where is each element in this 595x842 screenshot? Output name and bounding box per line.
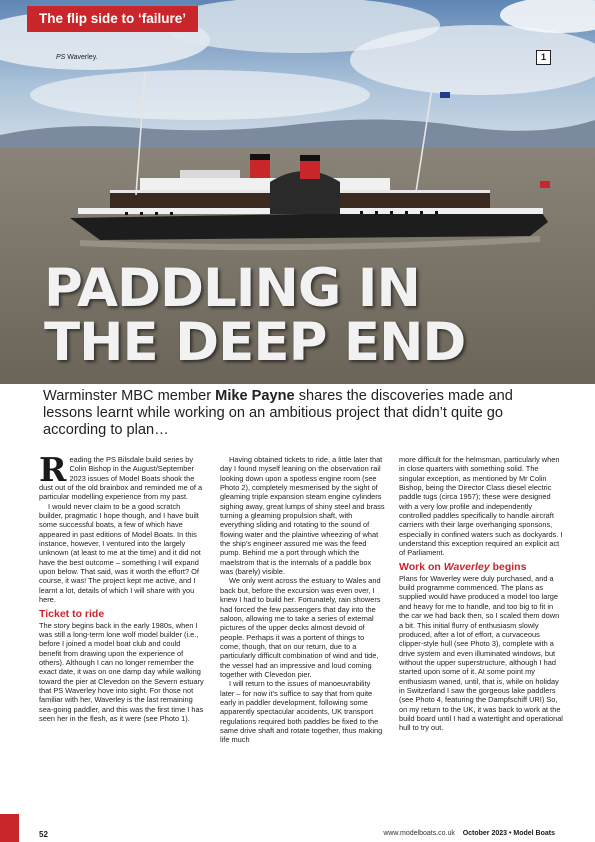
footer-info (383, 830, 555, 837)
footer-url[interactable]: www.modelboats.co.uk (383, 830, 455, 837)
subheading: Ticket to ride (39, 607, 105, 620)
paragraph-text: eading the PS Bilsdale build series by Colin Bishop in the August/September 2023 issues of Model Boats shook the dust out of the old brainbox and reminded me of a particular modelling experience from my past. (39, 455, 203, 502)
subheading-pre: Work on (399, 560, 444, 573)
photo-number-badge: 1 (536, 50, 551, 65)
paragraph: Plans for Waverley were duly purchased, and a build programme commenced. The plans as supplied would have produced a model too large and heavy for me to handle, and too big to fit in the car we had back then, so I scaled them down a bit. This initial flurry of enthusiasm slowly produced, after a lot of effort, a curvaceous clipper-style hull (see Photo 3), complete with a drive system and even illuminated windows, but without the upper superstructure, although I had started upon some of it. At some point my enthusiasm waned, until, that is, while on holiday in Switzerland I saw the gorgeous lake paddlers (see Photo 4, featuring the Dampfschiff URI) So, on my return to the UK, it was back to work at the build board until I had a watertight and operational hull to try out. (399, 573, 563, 733)
caption-text: Waverley. (65, 54, 98, 61)
standfirst (43, 388, 563, 439)
cloud (30, 70, 370, 120)
headline-line-2: THE DEEP END (44, 312, 466, 373)
photo-caption (56, 54, 98, 61)
standfirst-post: shares the discoveries made and lessons learnt while working on an ambitious project that didn’t quite go according to plan… (43, 388, 513, 438)
article-body (39, 450, 563, 807)
paragraph: more difficult for the helmsman, particularly when in close quarters with something solid. The singular exception, as mentioned by Mr Colin Bishop, being the Director Class diesel electric paddle tugs (circa 1957); these were designed with a very low profile and independently controlled paddles specifically to handle aircraft carriers with their large overhanging sponsons, especially in confined waters such as dockyards. I understand this exception required an explicit act of Parliament. (399, 455, 563, 558)
caption-italic: PS (56, 54, 66, 61)
subheading-post: begins (489, 560, 527, 573)
column-3 (399, 455, 564, 733)
headline-line-1: PADDLING IN (44, 258, 420, 319)
subheading-italic: Waverley (443, 560, 490, 573)
headline (44, 258, 564, 373)
paragraph: We only went across the estuary to Wales and back but, before the excursion was even over, I knew I had to build her. Fortunately, rain showers had forced the few passengers that day into the saloon, allowing me to take a series of external pictures of the upper decks almost devoid of people. Perhaps it was a portent of things to come, though, that on our return, due to a particularly difficult combination of wind and tide, the vessel had an impressive and loud coming together with Clevedon pier. (220, 576, 381, 679)
section-tag: The flip side to ‘failure’ (27, 6, 198, 32)
standfirst-pre: Warminster MBC member (43, 388, 216, 404)
column-1 (39, 450, 204, 723)
drop-cap: R (39, 450, 67, 489)
footer-accent-bar (0, 814, 19, 842)
column-2 (220, 455, 385, 745)
paragraph (39, 450, 204, 502)
paragraph: The story begins back in the early 1980s, when I was still a long-term lone wolf model builder (i.e., before I joined a model boat club and could benefit from drawing upon the experience of others). Although I can no longer remember the exact date, it was on one damp day while walking toward the pier at Clevedon on the Severn estuary that PS Waverley hove into sight. For those not familiar with her, Waverley is the last remaining sea-going paddler, and this was the first time I has seen her in the flesh, as it were (see Photo 1). (39, 620, 204, 723)
page-number: 52 (39, 830, 48, 839)
subheading (399, 561, 564, 574)
paragraph: Having obtained tickets to ride, a little later that day I found myself leaning on the observation rail looking down upon a spotless engine room (see Photo 2), completely mesmerised by the sight of gleaming triple expansion steam engine cylinders sighing away, great lumps of shiny steel and brass turning a gleaming propulsion shaft, with everything sliding and rotating to the sound of flowing water and the plaintive wheezing of what the ship’s engineer assured me was the feed pump. Behind me a port through which the maelstrom that is the internals of a paddle box was (barely) visible. (220, 455, 385, 577)
author-name: Mike Payne (215, 388, 295, 404)
footer-issue: October 2023 • Model Boats (462, 830, 555, 837)
paragraph: I would never claim to be a good scratch builder, pragmatic I hope though, and I have built some successful boats, a few of which have appeared in past editions of Model Boats. In this instance, however, I ventured into the largely unknown (at least to me at the time) and it did not have the best outcome – something I will expand upon below. That said, was it worth the effort? Of course, it was! The project kept me active, and I learnt a lot, details of which I will share with you here. (39, 501, 201, 605)
paragraph: I will return to the issues of manoeuvrability later – for now it’s suffice to say that from quite early in paddler development, following some apparently spectacular accidents, UK transport regulations required both paddles be fixed to the same drive shaft and rotate together, thus making life much (220, 679, 383, 745)
